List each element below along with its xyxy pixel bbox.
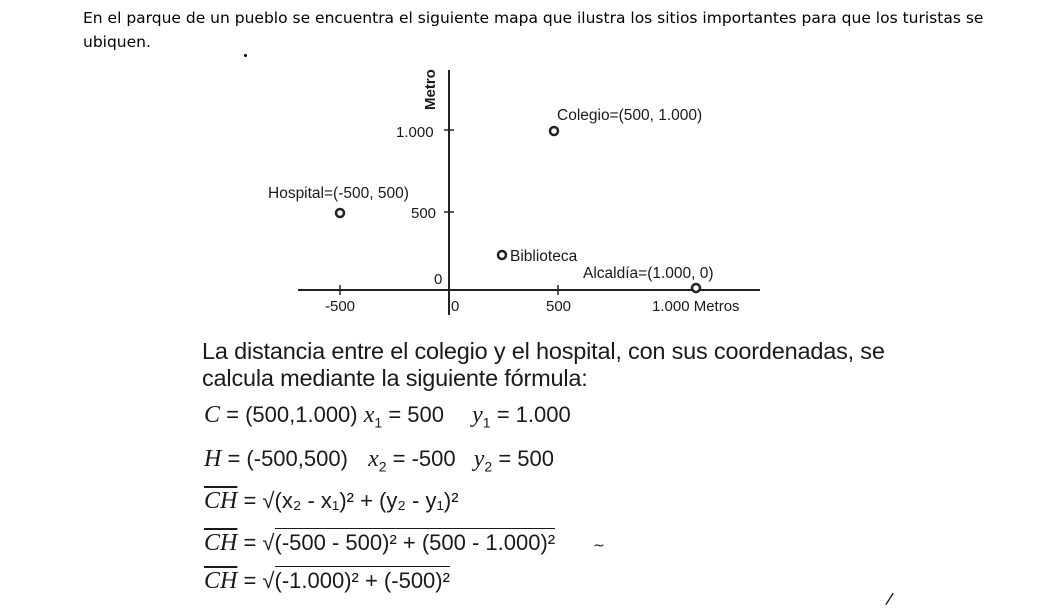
y-tick-label-500: 500 xyxy=(411,205,437,222)
colegio-label: Colegio=(500, 1.000) xyxy=(557,107,703,124)
intro-text: En el parque de un pueblo se encuentra el siguiente mapa que ilustra los sitios importantes para que los turistas se ubiquen. xyxy=(83,9,984,51)
hospital-point xyxy=(336,209,344,217)
alcaldia-label: Alcaldía=(1.000, 0) xyxy=(583,265,714,282)
x-tick-label-neg500: -500 xyxy=(325,298,356,315)
y-tick-label-1000: 1.000 xyxy=(396,124,434,141)
alcaldia-point xyxy=(692,284,700,292)
x-tick-label-0: 0 xyxy=(451,298,460,315)
y-axis-label: Metro xyxy=(422,69,439,110)
biblioteca-label: Biblioteca xyxy=(510,248,578,265)
colegio-point xyxy=(550,127,558,135)
equation-distance-simplified: $\overline{CH} = √(-1.000)^2 + (-500)^2$ xyxy=(204,568,450,594)
equation-colegio: C = (500,1.000) $x_1 = 500$ $y_1 = 1.000$ xyxy=(204,402,571,431)
biblioteca-point xyxy=(498,251,506,259)
hospital-label: Hospital=(-500, 500) xyxy=(268,185,409,202)
equation-distance-general: $\overline{CH} = √(x_2 - x_1)^2 + (y_2 - y_1)^2$ xyxy=(204,488,459,514)
explanation-paragraph: La distancia entre el colegio y el hospital, con sus coordenadas, se calcula mediante la siguiente fórmula: xyxy=(202,338,885,391)
y-tick-label-0: 0 xyxy=(434,271,443,288)
x-tick-label-500: 500 xyxy=(546,298,572,315)
equation-hospital: H = (-500,500) $x_2 = -500$ $y_2 = 500$ xyxy=(204,446,555,475)
equation-distance-substituted: $\overline{CH} = √(-500 - 500)^2 + (500 - 1.000)^2$ xyxy=(204,530,556,556)
x-axis-label: 1.000 Metros xyxy=(652,298,740,315)
stray-stroke: / xyxy=(884,588,895,608)
stray-mark: ~ xyxy=(593,538,605,554)
